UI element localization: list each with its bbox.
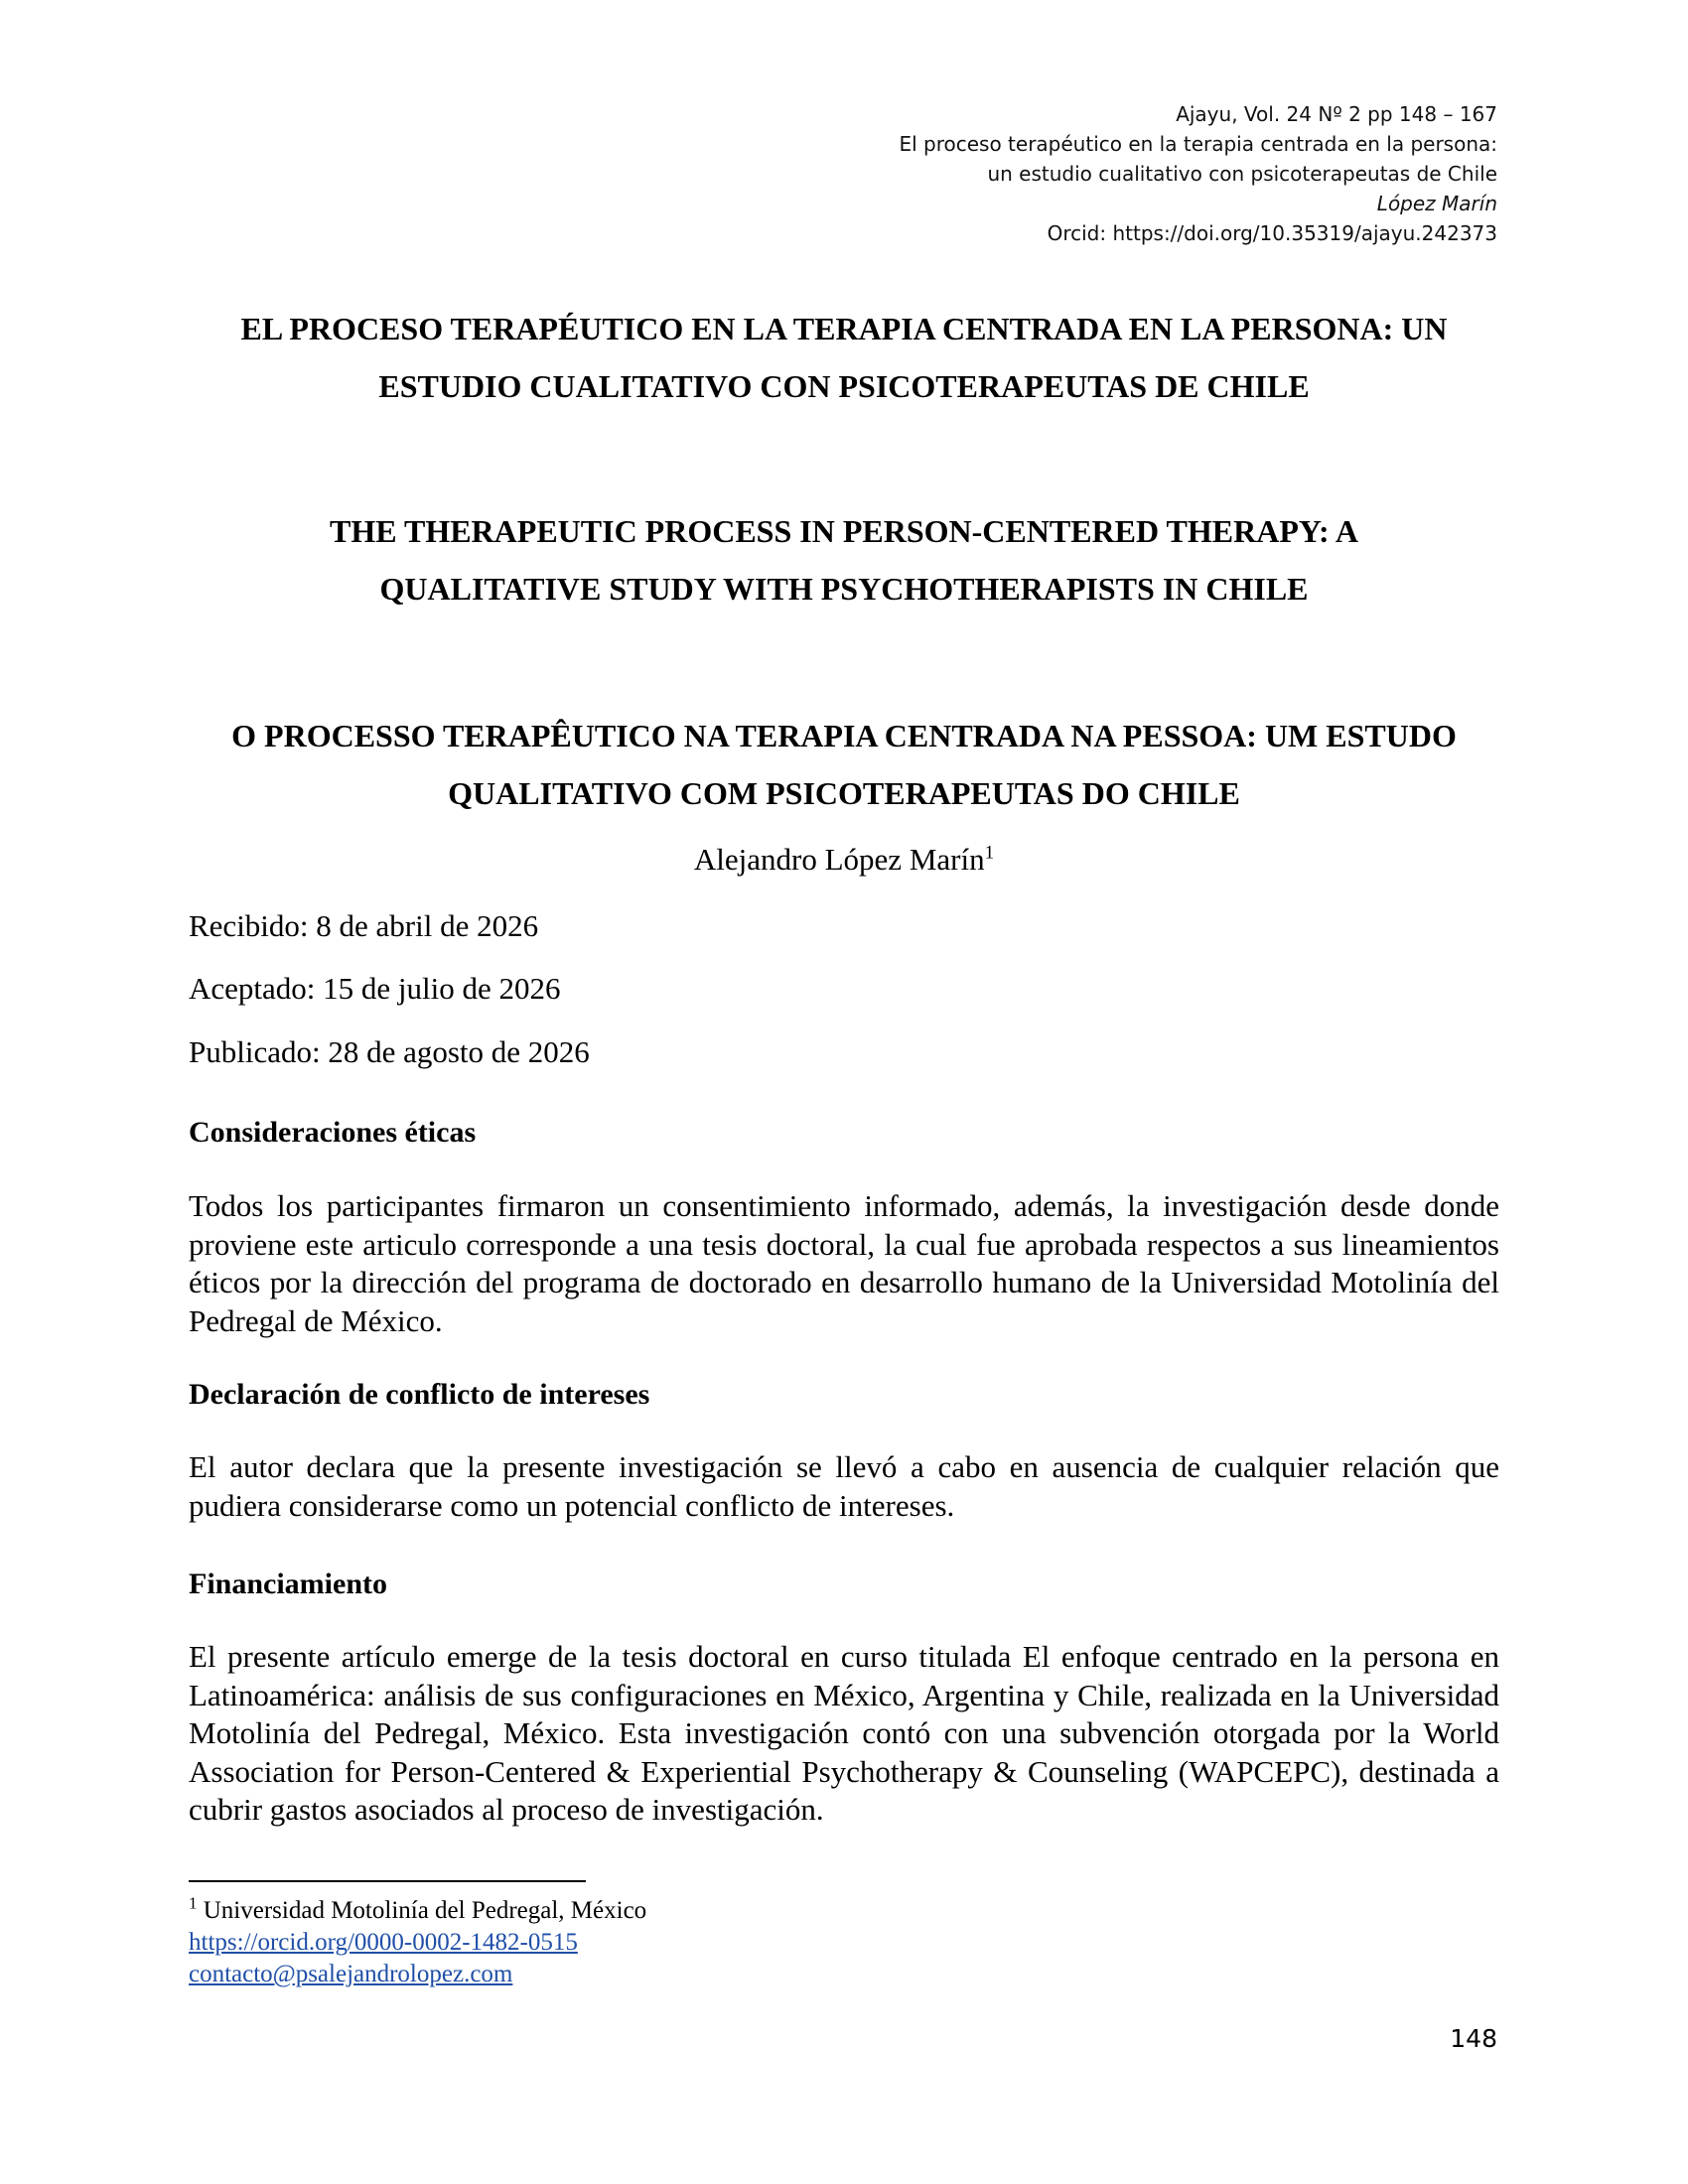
funding-heading: Financiamiento xyxy=(189,1568,387,1600)
short-title-line-2: un estudio cualitativo con psicoterapeutas de Chile xyxy=(987,162,1497,186)
funding-paragraph: El presente artículo emerge de la tesis doctoral en curso titulada El enfoque centrado en la persona en Latinoamérica: análisis de sus configuraciones en México, Argentina y Chile, realizada en la Universidad Motolinía del Pedregal, México. Esta investigación contó con una subvención otorgada por la World Association for Person-Centered & Experiential Psychotherapy & Counseling (WAPCEPC), destinada a cubrir gastos asociados al proceso de investigación. xyxy=(189,1639,1499,1827)
conflict-heading: Declaración de conflicto de intereses xyxy=(189,1378,650,1411)
title-spanish xyxy=(189,300,1499,415)
author-line xyxy=(189,840,1499,880)
conflict-paragraph: El autor declara que la presente investigación se llevó a cabo en ausencia de cualquier relación que pudiera considerarse como un potencial conflicto de intereses. xyxy=(189,1449,1499,1523)
ethics-paragraph: Todos los participantes firmaron un consentimiento informado, además, la investigación desde donde proviene este articulo corresponde a una tesis doctoral, la cual fue aprobada respectos a sus lineamientos éticos por la dirección del programa de doctorado en desarrollo humano de la Universidad Motolinía del Pedregal de México. xyxy=(189,1188,1499,1338)
title-english xyxy=(189,502,1499,617)
footnote xyxy=(189,1895,1082,1990)
accepted-date: Aceptado: 15 de julio de 2026 xyxy=(189,971,561,1006)
received-date: Recibido: 8 de abril de 2026 xyxy=(189,908,539,943)
running-header xyxy=(604,99,1497,248)
short-title-line-1: El proceso terapéutico en la terapia centrada en la persona: xyxy=(899,132,1497,156)
title-english-line-1: THE THERAPEUTIC PROCESS IN PERSON-CENTERED THERAPY: A xyxy=(329,513,1359,549)
ethics-heading: Consideraciones éticas xyxy=(189,1116,477,1149)
header-author: López Marín xyxy=(1376,192,1497,215)
author-footnote-mark[interactable]: 1 xyxy=(984,842,995,864)
title-spanish-line-1: EL PROCESO TERAPÉUTICO EN LA TERAPIA CENTRADA EN LA PERSONA: UN xyxy=(240,311,1448,346)
title-portuguese xyxy=(189,707,1499,822)
orcid-link[interactable]: https://orcid.org/0000-0002-1482-0515 xyxy=(189,1929,578,1956)
page-number: 148 xyxy=(1450,2024,1497,2053)
journal-citation: Ajayu, Vol. 24 Nº 2 pp 148 – 167 xyxy=(1176,102,1497,126)
footnote-affiliation-line xyxy=(189,1895,1082,1927)
title-spanish-line-2: ESTUDIO CUALITATIVO CON PSICOTERAPEUTAS DE CHILE xyxy=(378,368,1310,404)
title-english-line-2: QUALITATIVE STUDY WITH PSYCHOTHERAPISTS IN CHILE xyxy=(379,571,1309,607)
title-portuguese-line-1: O PROCESSO TERAPÊUTICO NA TERAPIA CENTRADA NA PESSOA: UM ESTUDO xyxy=(231,718,1457,753)
email-link[interactable]: contacto@psalejandrolopez.com xyxy=(189,1961,513,1987)
title-portuguese-line-2: QUALITATIVO COM PSICOTERAPEUTAS DO CHILE xyxy=(448,775,1240,811)
author-name: Alejandro López Marín xyxy=(693,842,985,877)
published-date: Publicado: 28 de agosto de 2026 xyxy=(189,1034,590,1069)
header-doi: Orcid: https://doi.org/10.35319/ajayu.242373 xyxy=(1047,221,1497,245)
footnote-mark: 1 xyxy=(189,1893,198,1913)
footnote-affiliation: Universidad Motolinía del Pedregal, México xyxy=(203,1897,647,1924)
footnote-divider xyxy=(189,1880,586,1882)
